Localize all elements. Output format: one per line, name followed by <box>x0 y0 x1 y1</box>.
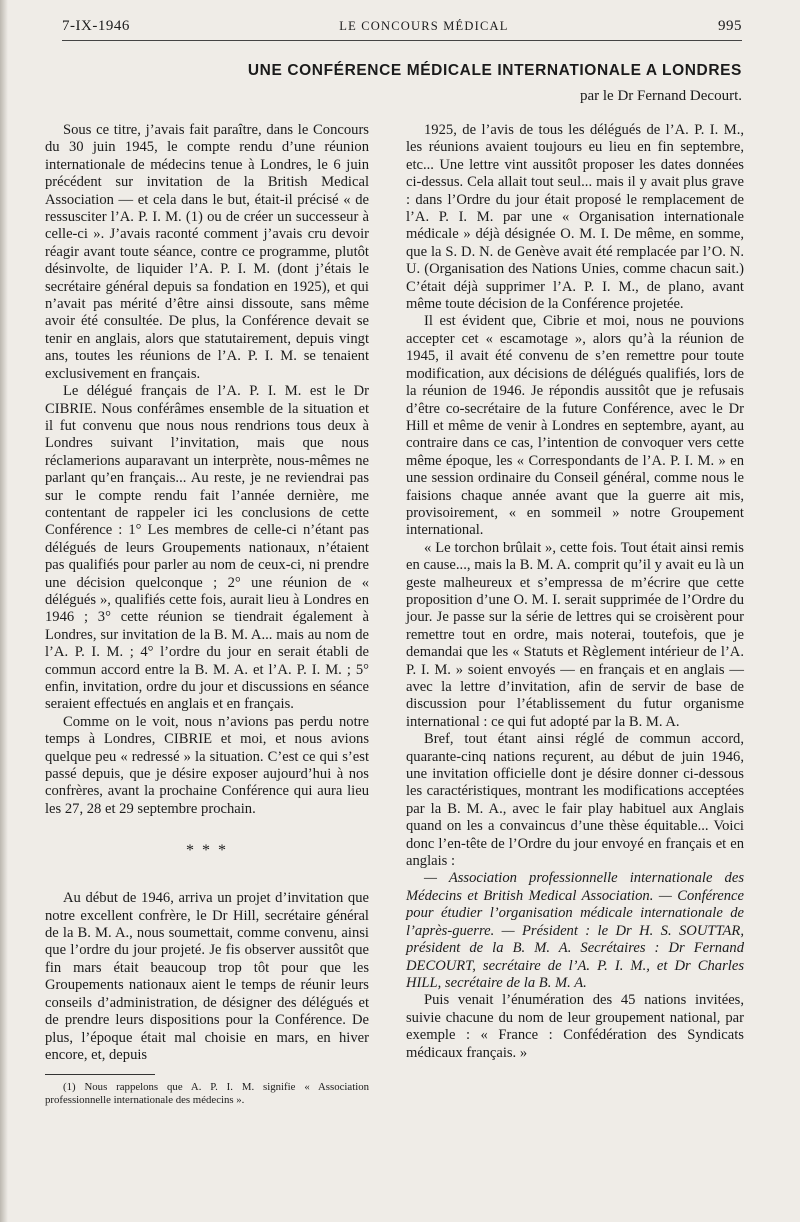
left-paragraph-2: Le délégué français de l’A. P. I. M. est le Dr CIBRIE. Nous conférâmes ensemble de la situation et il fut convenu que nous nous rendrions tous deux à Londres suivant l’invitation, mais que nous réclamerions auparavant un interprète, nous-mêmes ne parlant qu’en français... Au reste, je ne reviendrai pas sur le compte rendu fait l’année dernière, me contentant de rappeler ici les conclusions de cette Conférence : 1° Les membres de celle-ci n’étant pas délégués de leurs Groupements nationaux, n’étaient pas qualifiés pour parler au nom de ceux-ci, ni prendre une décision quelconque ; 2° une réunion de « délégués », qualifiés cette fois, aurait lieu à Londres en 1946 ; 3° cette réunion se tiendrait également à Londres, sur invitation de la B. M. A... mais au nom de l’A. P. I. M. ; 4° l’ordre du jour en serait établi de commun accord entre la B. M. A. et l’A. P. I. M. ; 5° enfin, invitation, ordre du jour et discussions en séance seraient effectués en anglais et en français. <box>45 383 369 713</box>
right-paragraph-6: Puis venait l’énumération des 45 nations invitées, suivie chacune du nom de leur groupement national, par exemple : « France : Confédération des Syndicats médicaux français. » <box>406 992 744 1061</box>
right-column <box>406 122 744 1062</box>
page-number: 995 <box>717 18 742 34</box>
right-paragraph-1: 1925, de l’avis de tous les délégués de l’A. P. I. M., les réunions avaient toujours eu lieu en fin septembre, etc... Une lettre vint aussitôt proposer les dates données ci-dessus. Cela allait tout seul... mais il y avait plus grave : dans l’Ordre du jour était proposé le remplacement de l’A. P. I. M. par une « Organisation internationale médicale » déjà désignée O. M. I. De même, en somme, que la S. D. N. de Genève avait été remplacée par l’O. N. U. (Organisation des Nations Unies, comme chacun sait.) C’était déjà supprimer l’A. P. I. M., de plano, avant même toute décision de la Conférence projetée. <box>406 122 744 313</box>
issue-date: 7-IX-1946 <box>62 18 130 34</box>
article-title: UNE CONFÉRENCE MÉDICALE INTERNATIONALE A LONDRES <box>247 62 742 79</box>
left-paragraph-3: Comme on le voit, nous n’avions pas perdu notre temps à Londres, CIBRIE et moi, et nous avions quelque peu « redressé » la situation. C’est ce qui s’est passé depuis, que je désire exposer aujourd’hui à nos confrères, avant la prochaine Conférence qui aura lieu les 27, 28 et 29 septembre prochain. <box>45 713 369 817</box>
running-header <box>62 18 742 41</box>
page-edge-shadow <box>0 0 8 1222</box>
article-byline: par le Dr Fernand Decourt. <box>579 88 742 104</box>
journal-name: LE CONCOURS MÉDICAL <box>339 19 509 33</box>
section-separator: * * * <box>186 842 228 860</box>
left-paragraph-1: Sous ce titre, j’avais fait paraître, dans le Concours du 30 juin 1945, le compte rendu d’une réunion internationale de médecins tenue à Londres, le 6 juin précédent sur invitation de la British Medical Association — et cela dans le but, était-il précisé « de ressusciter l’A. P. I. M. (1) ou de créer un successeur à celle-ci ». J’avais raconté comment j’avais cru devoir réagir avant toute séance, contre ce programme, plutôt désinvolte, de liquider l’A. P. I. M. (dont j’étais le secrétaire général depuis sa fondation en 1925), et qui n’avait pas mérité d’être ainsi dissoute, sans même avoir été consultée. De plus, la Conférence devait se tenir en anglais, alors que statutairement, depuis vingt ans, toutes les réunions de l’A. P. I. M. se tenaient exclusivement en français. <box>45 122 369 382</box>
right-paragraph-4: Bref, tout étant ainsi réglé de commun accord, quarante-cinq nations reçurent, au début de juin 1946, une invitation officielle dont je désire donner ci-dessous les caractéristiques, montrant les modifications acceptées par la B. M. A., avec le fair play habituel aux Anglais quand on les a convaincus d’une thèse équitable... Voici donc l’en-tête de l’Ordre du jour envoyé en français et en anglais : <box>406 731 744 870</box>
footnote: (1) Nous rappelons que A. P. I. M. signifie « Association professionnelle internationale des médecins ». <box>45 1081 369 1106</box>
agenda-header-block <box>406 870 744 992</box>
right-paragraph-5: — Association professionnelle internationale des Médecins et British Medical Association. — Conférence pour étudier l’organisation médicale internationale de l’après-guerre. — Président : le Dr H. S. SOUTTAR, président de la B. M. A. Secrétaires : Dr Fernand DECOURT, secrétaire de l’A. P. I. M., et Dr Charles HILL, secrétaire de la B. M. A. <box>406 870 744 991</box>
left-column <box>45 122 369 1106</box>
footnote-rule <box>45 1074 155 1075</box>
left-paragraph-4: Au début de 1946, arriva un projet d’invitation que notre excellent confrère, le Dr Hill, secrétaire général de la B. M. A., nous soumettait, comme convenu, ainsi que l’ordre du jour projeté. Je fis observer aussitôt que fin mars était beaucoup trop tôt pour que les Groupements nationaux aient le temps de réunir leurs conseils d’administration, de désigner des délégués et de prendre leurs dispositions pour la Conférence. De plus, l’époque était mal choisie en mars, en hiver encore, et, depuis <box>45 890 369 1063</box>
right-paragraph-2: Il est évident que, Cibrie et moi, nous ne pouvions accepter cet « escamotage », alors qu’à la réunion de 1945, il avait été convenu de s’en remettre pour toute modification, aux décisions de délégués qualifiés, lors de la réunion de 1946. Je répondis aussitôt que je refusais d’être co-secrétaire de la future Conférence, avec le Dr Hill et même de venir à Londres en septembre, ayant, au contraire dans ce cas, l’intention de convoquer vers cette même époque, les « Correspondants de l’A. P. I. M. » en une session ordinaire du Conseil général, comme nous le faisions chaque année avant que la guerre ait mis, provisoirement, « en sommeil » notre Groupement international. <box>406 313 744 539</box>
right-paragraph-3: « Le torchon brûlait », cette fois. Tout était ainsi remis en cause..., mais la B. M. A. comprit qu’il y avait eu là un geste malheureux et s’empressa de m’écrire que cette proposition d’une O. M. I. serait supprimée de l’Ordre du jour. Je passe sur la série de lettres qui se croisèrent pour remettre tout en ordre, mais noterai, toutefois, que je demandai que les « Statuts et Règlement intérieur de l’A. P. I. M. » soient envoyés — en français et en anglais — avec la lettre d’invitation, afin de servir de base de discussion pour l’établissement du futur organisme international : ce qui fut adopté par la B. M. A. <box>406 539 744 730</box>
